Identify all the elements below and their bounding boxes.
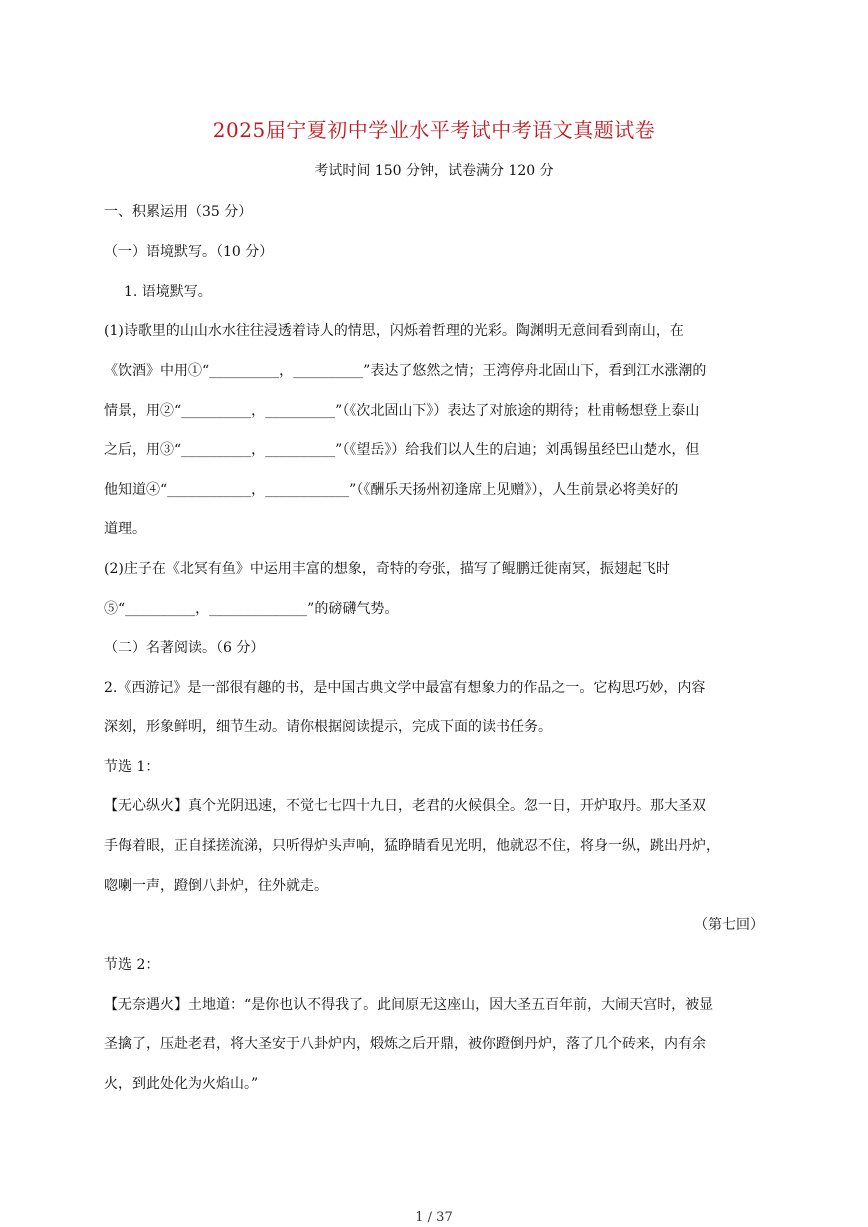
excerpt-label: 节选 1： xyxy=(104,759,160,775)
excerpt-line: 火，到此处化为火焰山。” xyxy=(104,1076,259,1092)
question-line: ⑤“__________，______________”的磅礴气势。 xyxy=(104,601,399,617)
part-heading: （一）语境默写。（10 分） xyxy=(104,244,274,260)
page-number: 1 / 37 xyxy=(415,1210,453,1225)
section-heading: 一、积累运用（35 分） xyxy=(104,204,253,220)
question-line: (1)诗歌里的山山水水往往浸透着诗人的情思，闪烁着哲理的光彩。陶渊明无意间看到南山，在 xyxy=(104,323,684,339)
question-line: 之后，用③“__________，__________”（《望岳》）给我们以人生的启迪；刘禹锡虽经巴山楚水，但 xyxy=(104,442,700,458)
excerpt-line: 【无心纵火】真个光阴迅速，不觉七七四十九日，老君的火候俱全。忽一日，开炉取丹。那大圣双 xyxy=(104,798,706,814)
exam-info: 考试时间 150 分钟，试卷满分 120 分 xyxy=(314,163,554,179)
question-line: 2.《西游记》是一部很有趣的书，是中国古典文学中最富有想象力的作品之一。它构思巧妙，内容 xyxy=(104,680,706,696)
excerpt-line: 圣擒了，压赴老君，将大圣安于八卦炉内，煅炼之后开鼎，被你蹬倒丹炉，落了几个砖来，内有余 xyxy=(104,1036,706,1052)
question-label: 1. 语境默写。 xyxy=(124,284,212,300)
excerpt-line: 手侮着眼，正自揉搓流涕，只听得炉头声响，猛睁睛看见光明，他就忍不住，将身一纵，跳出丹炉， xyxy=(104,838,720,854)
page-title: 2025届宁夏初中学业水平考试中考语文真题试卷 xyxy=(212,118,656,142)
excerpt-line: 【无奈遇火】土地道：“是你也认不得我了。此间原无这座山，因大圣五百年前，大闹天宫时，被显 xyxy=(104,997,714,1013)
question-line: 情景，用②“__________，__________”（《次北固山下》）表达了对旅途的期待；杜甫畅想登上泰山 xyxy=(104,403,700,419)
question-line: (2)庄子在《北冥有鱼》中运用丰富的想象，奇特的夸张，描写了鲲鹏迁徙南冥，振翅起飞时 xyxy=(104,561,670,577)
part-heading: （二）名著阅读。（6 分） xyxy=(104,640,265,656)
excerpt-line: 唿喇一声，蹬倒八卦炉，往外就走。 xyxy=(104,878,328,894)
question-line: 《饮酒》中用①“__________，__________”表达了悠然之情；王湾停舟北固山下，看到江水涨潮的 xyxy=(104,363,707,379)
question-line: 他知道④“____________，____________”（《酬乐天扬州初逢席上见赠》），人生前景必将美好的 xyxy=(104,482,679,498)
excerpt-label: 节选 2： xyxy=(104,957,160,973)
question-line: 深刻，形象鲜明，细节生动。请你根据阅读提示，完成下面的读书任务。 xyxy=(104,719,552,735)
excerpt-source: （第七回） xyxy=(694,917,764,933)
question-line: 道理。 xyxy=(104,521,146,537)
